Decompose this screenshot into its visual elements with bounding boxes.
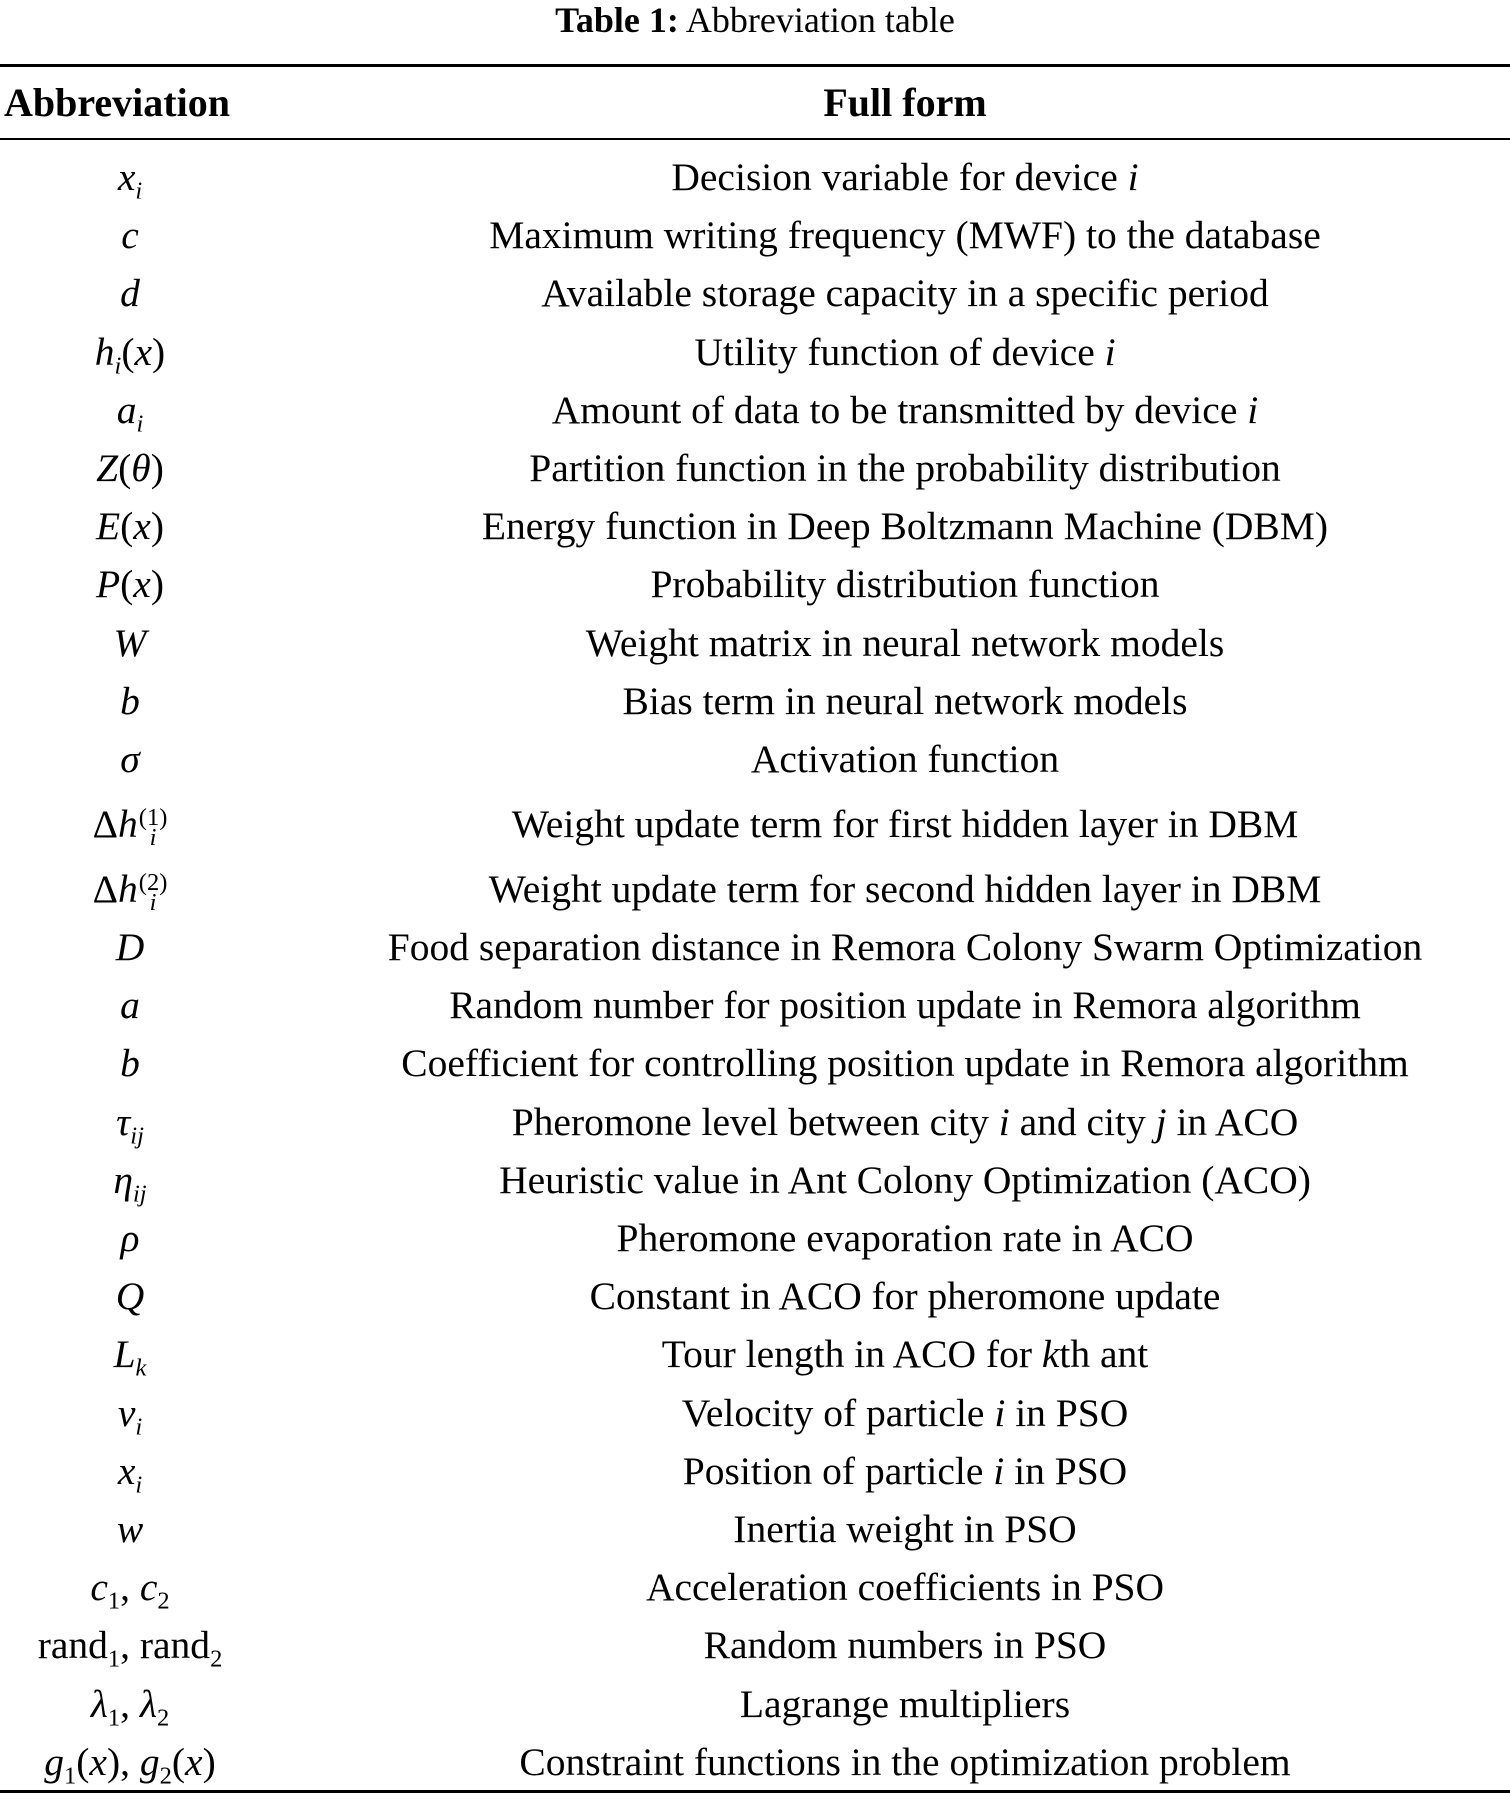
table-row (0, 788, 1510, 853)
abbreviation-cell: $x_i$ (117, 155, 143, 205)
abbreviation-cell: b (120, 678, 140, 723)
abbreviation-cell: $g_1(x)$, $g_2(x)$ (44, 1739, 216, 1790)
table-row (0, 730, 1510, 788)
caption-label: Table 1: (555, 0, 679, 40)
table-row (0, 1384, 1510, 1442)
bottom-rule (0, 1790, 1510, 1793)
full-form-cell: Bias term in neural network models (622, 678, 1188, 723)
table-row (0, 555, 1510, 613)
abbreviation-cell: $\tau_{ij}$ (116, 1099, 144, 1150)
caption-text: Abbreviation table (685, 0, 955, 40)
full-form-cell: Constraint functions in the optimization problem (519, 1739, 1291, 1784)
full-form-cell: Lagrange multipliers (739, 1681, 1071, 1726)
abbreviation-cell: W (113, 620, 147, 665)
table-row (0, 1733, 1510, 1791)
table-row (0, 853, 1510, 918)
table-row (0, 1442, 1510, 1500)
table-row (0, 672, 1510, 730)
top-rule (0, 64, 1510, 67)
table-row (0, 323, 1510, 381)
abbreviation-cell: a (120, 983, 140, 1028)
table-row (0, 381, 1510, 439)
full-form-cell: Pheromone evaporation rate in ACO (616, 1216, 1194, 1260)
table-row (0, 918, 1510, 976)
full-form-cell: Velocity of particle i in PSO (681, 1390, 1129, 1435)
table-row (0, 206, 1510, 264)
full-form-cell: Constant in ACO for pheromone update (589, 1274, 1221, 1319)
table-row (0, 1675, 1510, 1733)
full-form-cell: Coefficient for controlling position update in Remora algorithm (401, 1041, 1409, 1086)
full-form-cell: Available storage capacity in a specific period (541, 271, 1269, 316)
full-form-cell: Amount of data to be transmitted by device i (551, 387, 1259, 432)
abbreviation-cell: $h_i(x)$ (94, 329, 166, 380)
full-form-cell: Random numbers in PSO (703, 1623, 1107, 1668)
table-row (0, 1325, 1510, 1383)
abbreviation-cell: $\eta_{ij}$ (113, 1157, 147, 1208)
abbreviation-cell: Z(θ) (96, 445, 164, 490)
full-form-cell: Position of particle i in PSO (682, 1448, 1128, 1493)
abbreviation-cell: $L_k$ (113, 1332, 147, 1382)
full-form-cell: Energy function in Deep Boltzmann Machine (DBM) (481, 504, 1329, 549)
table-row (0, 614, 1510, 672)
abbreviation-cell: rand$_1$, rand$_2$ (37, 1623, 223, 1673)
abbreviation-cell: P(x) (96, 562, 164, 607)
full-form-cell: Food separation distance in Remora Colony Swarm Optimization (387, 925, 1423, 970)
abbreviation-cell: Δh (1) i (92, 802, 168, 851)
header-abbreviation: Abbreviation (4, 80, 230, 125)
abbreviation-cell: Q (115, 1274, 145, 1319)
abbreviation-cell: D (115, 925, 145, 970)
abbreviation-cell: E(x) (96, 504, 164, 549)
table-row (0, 1616, 1510, 1674)
abbreviation-cell: b (120, 1041, 140, 1086)
full-form-cell: Heuristic value in Ant Colony Optimization (ACO) (499, 1157, 1311, 1202)
table-row (0, 1558, 1510, 1616)
table-row (0, 1034, 1510, 1092)
full-form-cell: Partition function in the probability distribution (529, 445, 1281, 490)
full-form-cell: Random number for position update in Remora algorithm (449, 983, 1361, 1028)
abbreviation-cell: $\lambda_1$, $\lambda_2$ (90, 1681, 170, 1732)
abbreviation-cell: σ (120, 736, 140, 781)
table-caption (0, 0, 1510, 40)
table-row (0, 1267, 1510, 1325)
abbreviation-cell: $x_i$ (117, 1448, 143, 1499)
abbreviation-cell: d (120, 271, 140, 316)
full-form-cell: Pheromone level between city i and city j in ACO (511, 1099, 1299, 1144)
table-row (0, 148, 1510, 206)
abbreviation-cell: $c_1$, $c_2$ (90, 1565, 170, 1615)
full-form-cell: Inertia weight in PSO (733, 1506, 1077, 1551)
full-form-cell: Activation function (750, 736, 1060, 781)
full-form-cell: Utility function of device i (694, 329, 1116, 374)
full-form-cell: Weight matrix in neural network models (585, 620, 1225, 665)
table-row (0, 976, 1510, 1034)
full-form-cell: Probability distribution function (650, 562, 1160, 607)
table-row (0, 1151, 1510, 1209)
header-rule (0, 138, 1510, 140)
abbreviation-cell: c (121, 213, 139, 258)
abbreviation-cell: w (116, 1506, 144, 1551)
table-row (0, 497, 1510, 555)
table-header (0, 72, 1510, 134)
table-row (0, 1500, 1510, 1558)
abbreviation-cell: ρ (120, 1216, 140, 1260)
full-form-cell: Decision variable for device i (671, 155, 1139, 199)
abbreviation-cell: Δh (2) i (92, 867, 168, 916)
abbreviation-cell: $a_i$ (116, 387, 144, 438)
table-body (0, 148, 1510, 1791)
table-row (0, 264, 1510, 322)
full-form-cell: Maximum writing frequency (MWF) to the database (489, 213, 1321, 258)
full-form-cell: Acceleration coefficients in PSO (645, 1565, 1165, 1610)
table-row (0, 1093, 1510, 1151)
header-full-form: Full form (823, 80, 987, 125)
full-form-cell: Weight update term for second hidden layer in DBM (488, 867, 1322, 912)
table-row (0, 1209, 1510, 1267)
abbreviation-cell: $v_i$ (117, 1390, 143, 1441)
table-row (0, 439, 1510, 497)
full-form-cell: Tour length in ACO for kth ant (661, 1332, 1149, 1377)
full-form-cell: Weight update term for first hidden layer in DBM (511, 802, 1299, 847)
